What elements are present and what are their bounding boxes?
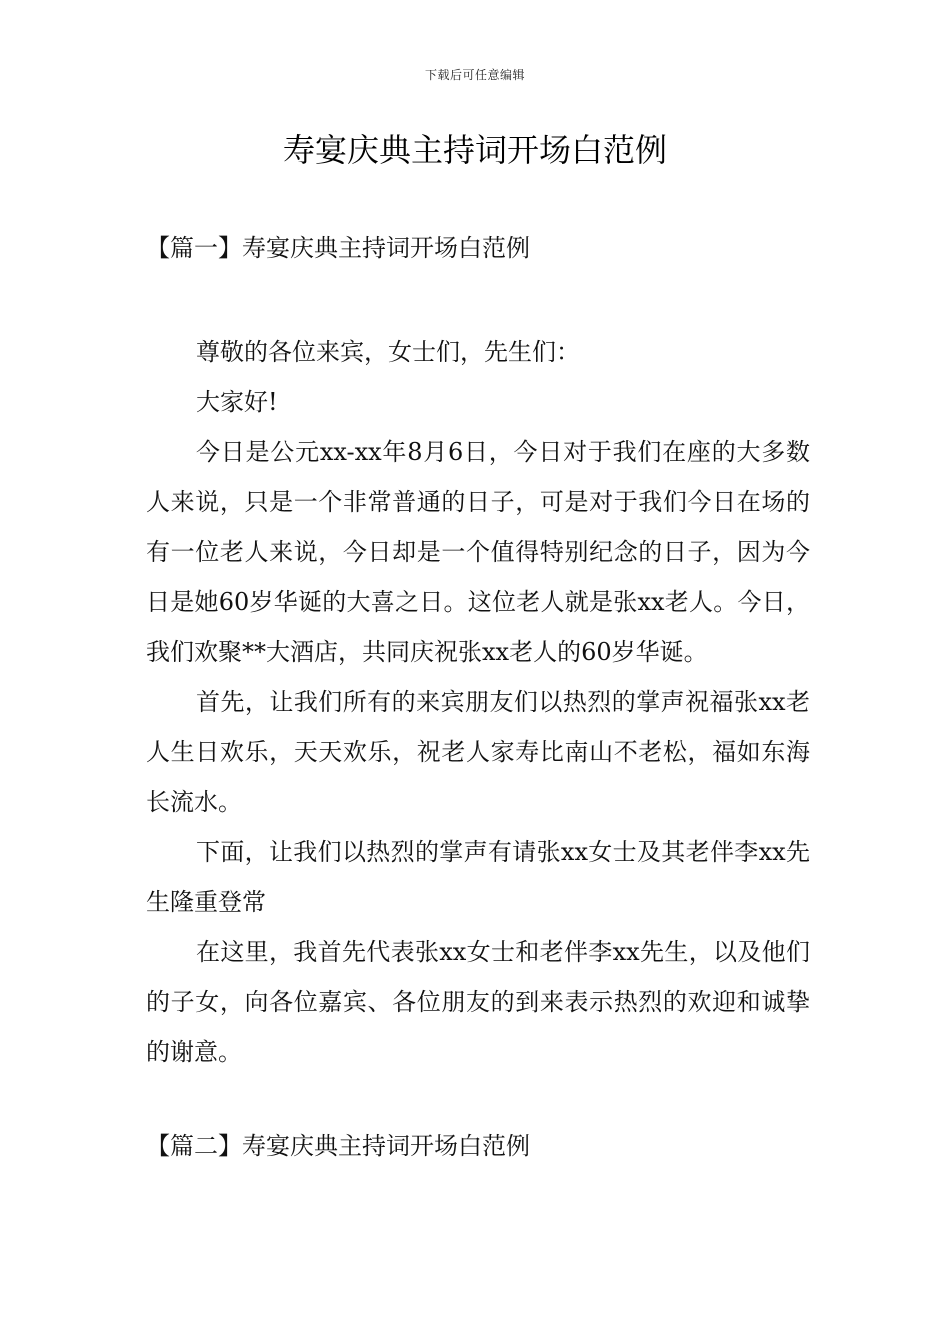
document-title: 寿宴庆典主持词开场白范例: [282, 131, 667, 169]
header-note: 下载后可任意编辑: [424, 68, 525, 82]
paragraph-blessing: 首先，让我们所有的来宾朋友们以热烈的掌声祝福张xx老人生日欢乐，天天欢乐，祝老人家寿比南山不老松，福如东海长流水。: [146, 688, 810, 816]
section-heading-1: 【篇一】寿宴庆典主持词开场白范例: [146, 234, 530, 262]
paragraph-hello: 大家好!: [196, 388, 278, 416]
paragraph-invitation: 下面，让我们以热烈的掌声有请张xx女士及其老伴李xx先生隆重登常: [146, 838, 810, 916]
paragraph-greeting: 尊敬的各位来宾，女士们，先生们：: [196, 338, 580, 366]
paragraph-introduction: 今日是公元xx-xx年8月6日，今日对于我们在座的大多数人来说，只是一个非常普通的日子，可是对于我们今日在场的有一位老人来说，今日却是一个值得特别纪念的日子，因为今日是她60岁华诞的大喜之日。这位老人就是张xx老人。今日，我们欢聚**大酒店，共同庆祝张xx老人的60岁华诞。: [146, 438, 810, 666]
section-heading-2: 【篇二】寿宴庆典主持词开场白范例: [146, 1132, 530, 1160]
section-1-body: [146, 327, 810, 1077]
paragraph-thanks: 在这里，我首先代表张xx女士和老伴李xx先生，以及他们的子女，向各位嘉宾、各位朋友的到来表示热烈的欢迎和诚挚的谢意。: [146, 938, 810, 1066]
